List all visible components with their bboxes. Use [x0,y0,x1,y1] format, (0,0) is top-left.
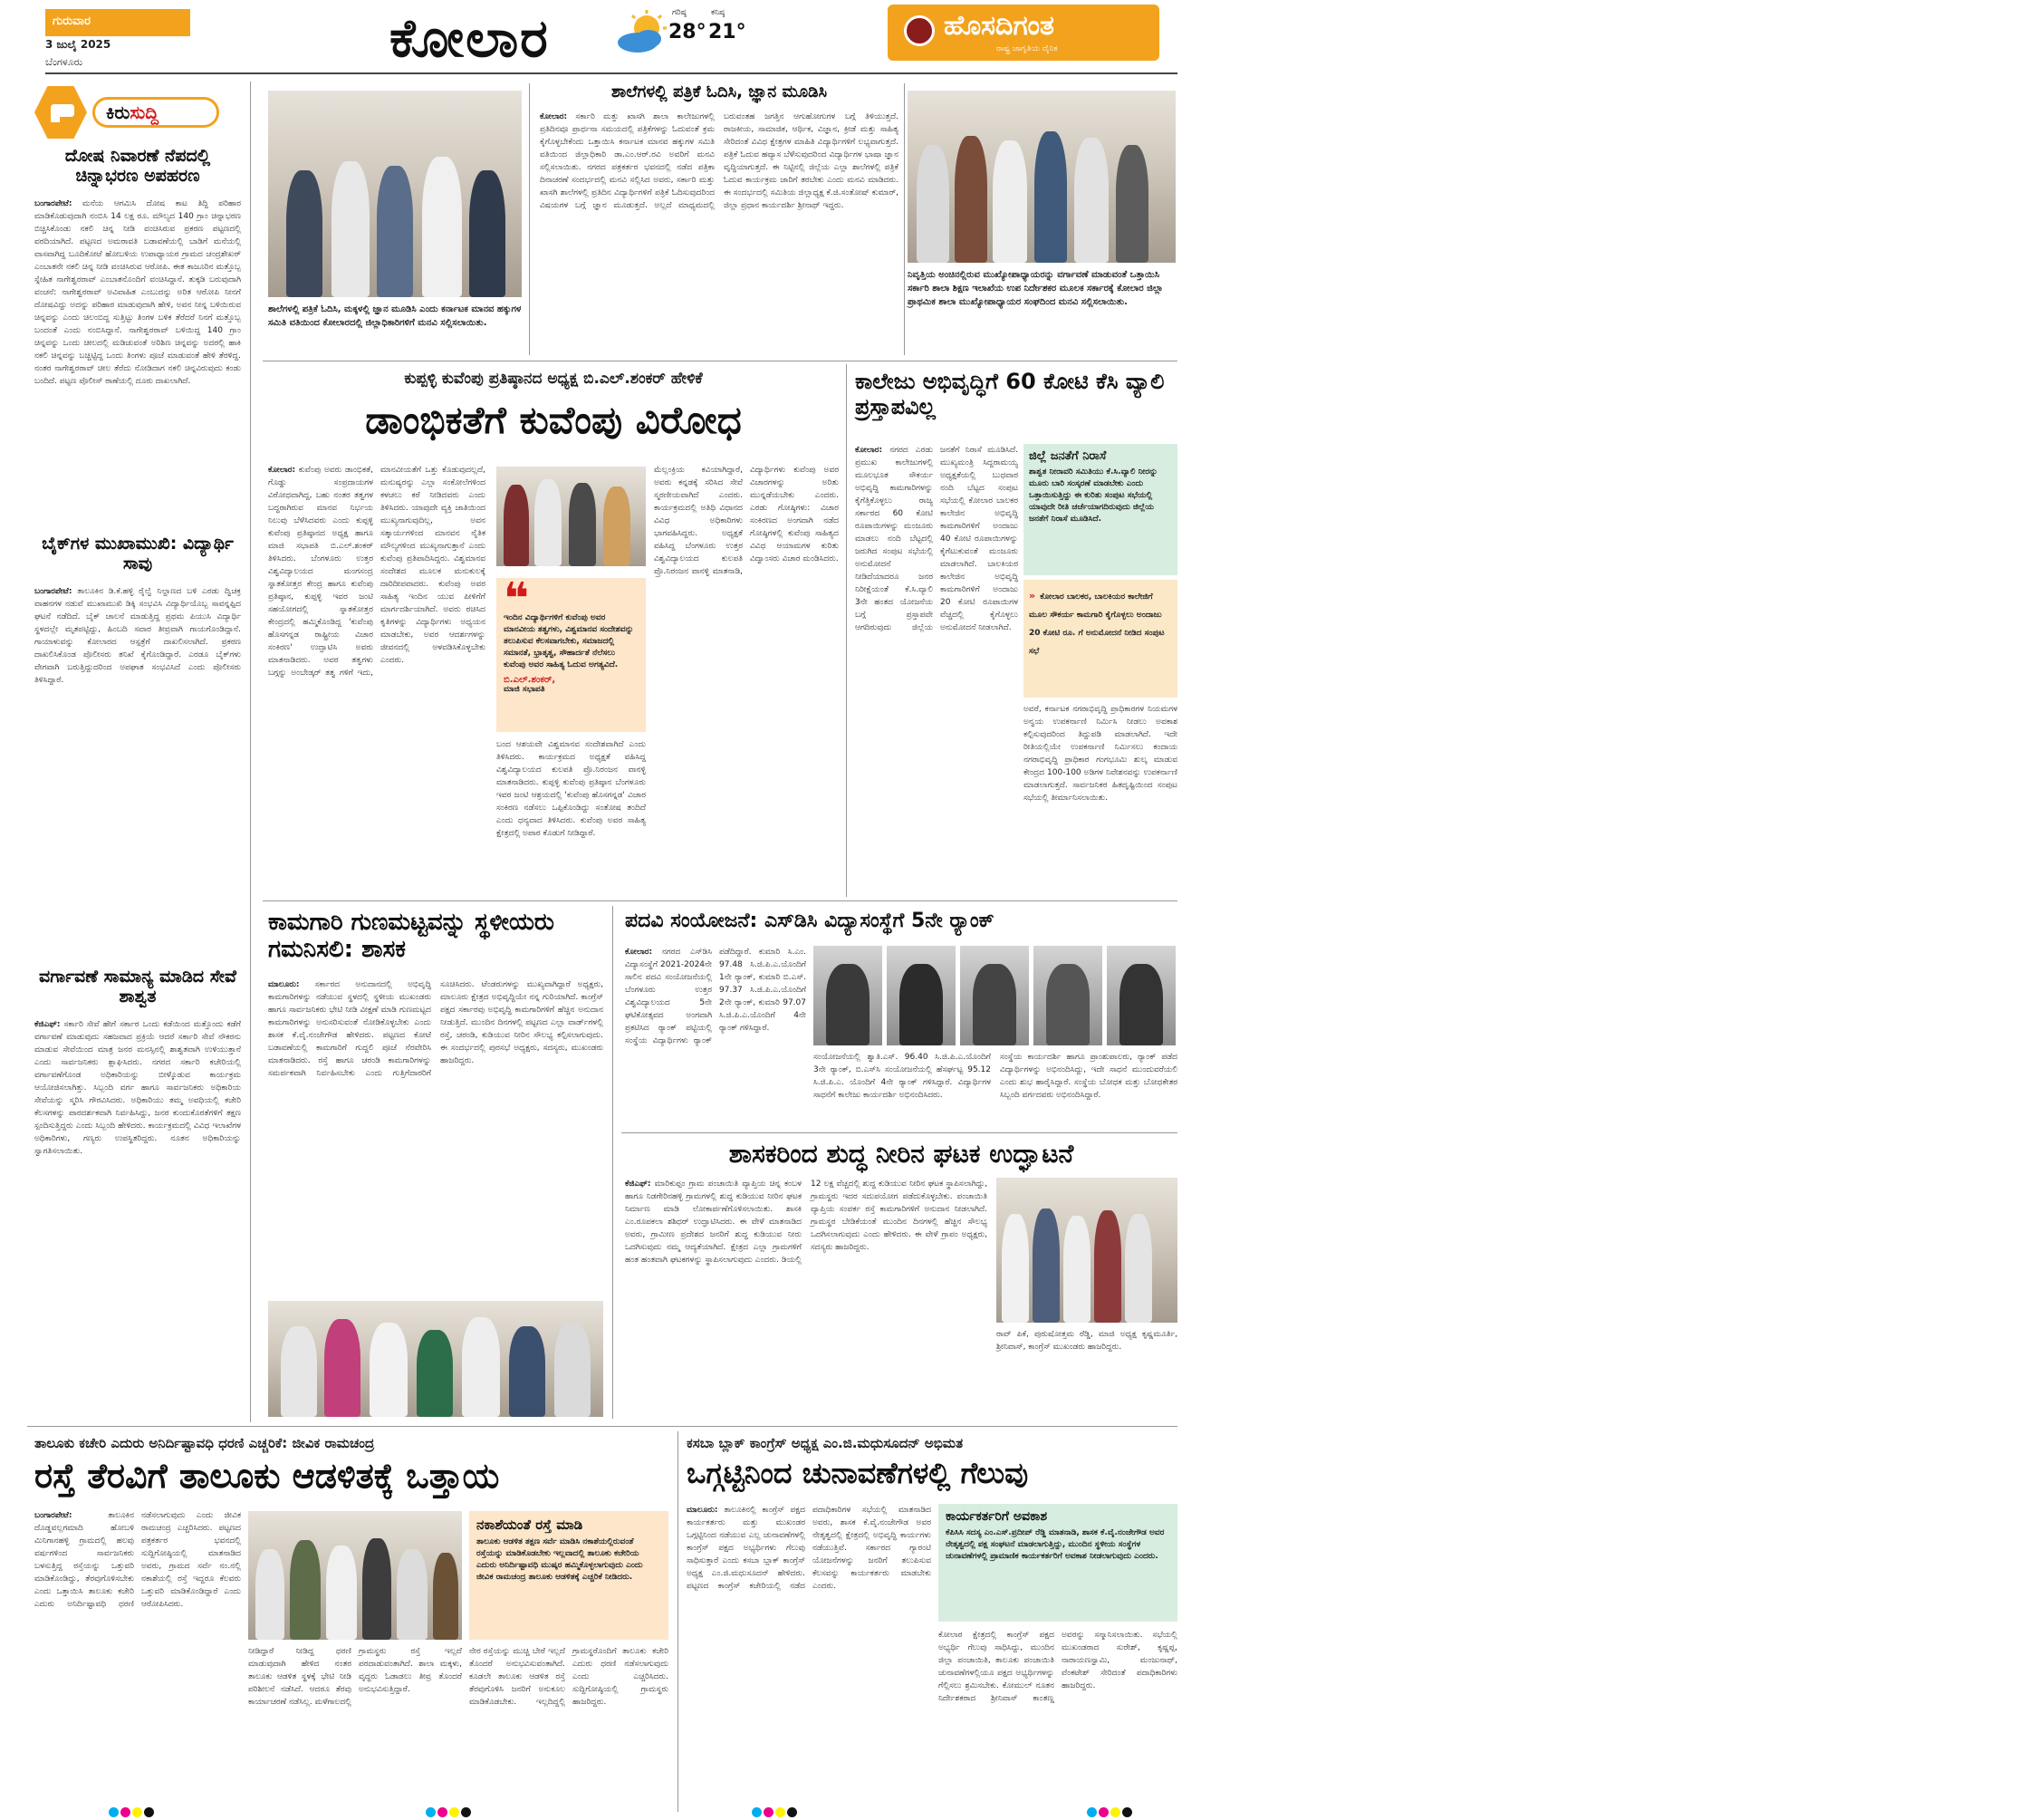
election-kicker: ಕಸಬಾ ಬ್ಲಾಕ್ ಕಾಂಗ್ರೆಸ್ ಅಧ್ಯಕ್ಷ ಎಂ.ಜಿ.ಮಧುಸೂದನ್ ಅಭಿಮತ [687,1435,964,1451]
road-press-photo [248,1511,462,1640]
masthead [888,5,2037,61]
kuvempu-body-left [268,464,485,894]
college-box-title: ಜಿಲ್ಲೆ ಜನತೆಗೆ ನಿರಾಸೆ [1029,449,1107,463]
brief-dateline: ಕೆಜಿಎಫ್: [34,1020,61,1029]
column-divider [529,83,530,355]
brief-text: ತಾಲೂಕಿನ ಡಿ.ಕೆ.ಹಳ್ಳಿ ರೈಲ್ವೆ ನಿಲ್ದಾಣದ ಬಳಿ ಎರಡು ದ್ವಿಚಕ್ರ ವಾಹನಗಳ ನಡುವೆ ಮುಖಾಮುಖಿ ಡಿಕ್ಕಿ ಸಂಭವಿಸಿ ವಿದ್ಯಾರ್ಥಿಯೊಬ್ಬ ಸಾವನ್ನಪ್ಪಿದ ಘಟನೆ ನಡೆದಿದೆ. ಬೈಕ್ ಚಾಲನೆ ಮಾಡುತ್ತಿದ್ದ ಪ್ರಥಮ ಪಿಯುಸಿ ವಿದ್ಯಾರ್ಥಿ ಸ್ಥಳದಲ್ಲೇ ಮೃತಪಟ್ಟಿದ್ದು, ಹಿಂಬದಿ ಸವಾರ ತೀವ್ರವಾಗಿ ಗಾಯಗೊಂಡಿದ್ದಾನೆ. ಗಾಯಾಳುವನ್ನು ಕೋಲಾರದ ಆಸ್ಪತ್ರೆಗೆ ದಾಖಲಿಸಲಾಗಿದೆ. ಪ್ರಕರಣ ದಾಖಲಿಸಿಕೊಂಡ ಪೊಲೀಸರು ತನಿಖೆ ಕೈಗೊಂಡಿದ್ದಾರೆ. ಎರಡೂ ಬೈಕ್‌ಗಳು ವೇಗವಾಗಿ ಬರುತ್ತಿದ್ದುದರಿಂದ ಅಪಘಾತ ಸಂಭವಿಸಿದೆ ಎಂದು ಪೊಲೀಸರು ತಿಳಿಸಿದ್ದಾರೆ. [34,587,241,685]
water-text-1: ಮಾರಿಕುಪ್ಪಂ ಗ್ರಾಮ ಪಂಚಾಯಿತಿ ವ್ಯಾಪ್ತಿಯ ಚಿನ್ನ ಕಂಬಳ ಹಾಗೂ ನಿಡಗೇರಿನಹಳ್ಳಿ ಗ್ರಾಮಗಳಲ್ಲಿ ಶುದ್ಧ ಕುಡಿಯುವ ನೀರಿನ ಘಟಕ ನಿರ್ಮಾಣ ಮಾಡಿ ಲೋಕಾರ್ಪಣೆಗೊಳಿಸಲಾಯಿತು. ಶಾಸಕಿ ಎಂ.ರೂಪಕಲಾ ಶಶಿಧರ್ ಉದ್ಘಾಟಿಸಿದರು. ಈ ವೇಳೆ ಮಾತನಾಡಿದ ಅವರು, ಗ್ರಾಮೀಣ ಪ್ರದೇಶದ ಜನರಿಗೆ ಶುದ್ಧ ಕುಡಿಯುವ ನೀರು ಒದಗಿಸುವುದು ನಮ್ಮ ಆದ್ಯತೆಯಾಗಿದೆ. ಕ್ಷೇತ್ರದ ಎಲ್ಲಾ ಗ್ರಾಮಗಳಿಗೆ ಹಂತ ಹಂತವಾಗಿ ಘಟಕಗಳನ್ನು ಸ್ಥಾಪಿಸಲಾಗುವುದು ಎಂದರು. [625,1180,802,1265]
election-box-text: ಕೆಪಿಸಿಸಿ ಸದಸ್ಯ ಎಂ.ಎಸ್.ಪ್ರದೀಪ್ ರೆಡ್ಡಿ ಮಾತನಾಡಿ, ಶಾಸಕ ಕೆ.ವೈ.ನಂಜೇಗೌಡ ಅವರ ನೇತೃತ್ವದಲ್ಲಿ ಪಕ್ಷ ಸಂಘಟನೆ ಮಾಡಲಾಗುತ್ತಿದ್ದು, ಮುಂದಿನ ಸ್ಥಳೀಯ ಸಂಸ್ಥೆಗಳ ಚುನಾವಣೆಗಳಲ್ಲಿ ಪ್ರಾಮಾಣಿಕ ಕಾರ್ಯಕರ್ತರಿಗೆ ಅವಕಾಶ ನೀಡಲಾಗುವುದು ಎಂದರು. [946,1528,1165,1561]
kuvempu-body-mid [496,738,646,894]
student-photo [1107,946,1176,1045]
brief-body [34,1018,241,1417]
weather-min-temp: 21° [708,21,746,43]
college-body-right [1023,703,1177,895]
brief-label-part2: ಸುದ್ದಿ [130,101,159,123]
page-number: ೦೩ [2011,24,2037,52]
rank-body-right [1000,1051,1177,1127]
brief-headline: ವರ್ಗಾವಣೆ ಸಾಮಾನ್ಯ ಮಾಡಿದ ಸೇವೆ ಶಾಶ್ವತ [39,967,236,1006]
road-body-left [34,1509,241,1808]
headmaster-petition-caption: ನಿವೃತ್ತಿಯ ಅಂಚಿನಲ್ಲಿರುವ ಮುಖ್ಯೋಪಾಧ್ಯಾಯರನ್ನು ವರ್ಗಾವಣೆ ಮಾಡುವಂತೆ ಒತ್ತಾಯಿಸಿ ಸರ್ಕಾರಿ ಶಾಲಾ ಶಿಕ್ಷಣ ಇಲಾಖೆಯ ಉಪ ನಿರ್ದೇಶಕರ ಮೂಲಕ ಸರ್ಕಾರಕ್ಕೆ ಕೋಲಾರ ಜಿಲ್ಲಾ ಪ್ರಾಥಮಿಕ ಶಾಲಾ ಮುಖ್ಯೋಪಾಧ್ಯಾಯರ ಸಂಘದಿಂದ ಮನವಿ ಸಲ್ಲಿಸಲಾಯಿತು. [908,270,1164,307]
weather-widget [616,5,746,63]
works-text-2: ಟೆಂಡರುಗಳನ್ನು ಮುಖ್ಯವಾಗಿದ್ದಾರೆ ಅಧ್ಯಕ್ಷರು, ಮಾಲೂರು ಕ್ಷೇತ್ರದ ಅಭಿವೃದ್ಧಿಯೇ ನನ್ನ ಗುರಿಯಾಗಿದೆ. ಕಾಂಗ್ರೆಸ್ ಪಕ್ಷದ ಸರ್ಕಾರವು ಅಭಿವೃದ್ಧಿ ಕಾಮಗಾರಿಗಳಿಗೆ ಹೆಚ್ಚಿನ ಅನುದಾನ ನೀಡುತ್ತಿದೆ. ಮುಂದಿನ ದಿನಗಳಲ್ಲಿ ಪಟ್ಟಣದ ಎಲ್ಲಾ ವಾರ್ಡ್‌ಗಳಲ್ಲಿ ರಸ್ತೆ, ಚರಂಡಿ, ಕುಡಿಯುವ ನೀರಿನ ಸೌಲಭ್ಯ ಕಲ್ಪಿಸಲಾಗುವುದು. ಈ ಸಂದರ್ಭದಲ್ಲಿ ಪುರಸಭೆ ಅಧ್ಯಕ್ಷರು, ಸದಸ್ಯರು, ಮುಖಂಡರು ಹಾಜರಿದ್ದರು. [440,980,603,1065]
newspaper-body [540,111,898,348]
water-dateline: ಕೆಜಿಎಫ್: [625,1180,651,1189]
newspaper-dateline: ಕೋಲಾರ: [540,112,568,121]
brief-item [34,968,241,1007]
brief-label-part1: ಕಿರು [106,101,130,123]
kuvempu-quote-text: ಇಂದಿನ ವಿದ್ಯಾರ್ಥಿಗಳಿಗೆ ಕುವೆಂಪು ಅವರ ಮಾನವೀಯ ತತ್ವಗಳು, ವಿಶ್ವಮಾನವ ಸಂದೇಶವನ್ನು ತಲುಪಿಸುವ ಕೆಲಸವಾಗಬೇಕು, ಸಮಾಜದಲ್ಲಿ ಸಮಾನತೆ, ಭ್ರಾತೃತ್ವ, ಸೌಹಾರ್ದತೆ ನೆಲೆಸಲು ಕುವೆಂಪು ಅವರ ಸಾಹಿತ್ಯ ಓದುವ ಅಗತ್ಯವಿದೆ. [504,613,634,669]
school-petition-caption: ಶಾಲೆಗಳಲ್ಲಿ ಪತ್ರಿಕೆ ಓದಿಸಿ, ಮಕ್ಕಳಲ್ಲಿ ಜ್ಞಾನ ಮೂಡಿಸಿ ಎಂದು ಕರ್ನಾಟಕ ಮಾನವ ಹಕ್ಕುಗಳ ಸಮಿತಿ ವತಿಯಿಂದ ಕೋಲಾರದಲ್ಲಿ ಜಿಲ್ಲಾಧಿಕಾರಿಗಳಿಗೆ ಮನವಿ ಸಲ್ಲಿಸಲಾಯಿತು. [268,304,522,328]
school-petition-photo [268,91,522,297]
kuvempu-quote-author: ಬಿ.ಎಲ್.ಶಂಕರ್, [504,675,556,685]
student-photo [960,946,1029,1045]
college-headline: ಕಾಲೇಜು ಅಭಿವೃದ್ಧಿಗೆ 60 ಕೋಟಿ ಕೆಸಿ ವ್ಯಾಲಿ ಪ್ರಸ್ತಾಪವಿಲ್ಲ [855,369,1165,419]
works-ceremony-photo [268,1301,603,1417]
water-plant-photo [996,1178,1177,1323]
election-text-2: ಕೋಲಾರ ಕ್ಷೇತ್ರದಲ್ಲಿ ಕಾಂಗ್ರೆಸ್ ಪಕ್ಷದ ಅಭ್ಯರ್ಥಿ ಗೆಲುವು ಸಾಧಿಸಿದ್ದು, ಮುಂದಿನ ಜಿಲ್ಲಾ ಪಂಚಾಯಿತಿ, ತಾಲೂಕು ಪಂಚಾಯಿತಿ ಚುನಾವಣೆಗಳಲ್ಲಿಯೂ ಪಕ್ಷದ ಅಭ್ಯರ್ಥಿಗಳನ್ನು ಗೆಲ್ಲಿಸಲು ಶ್ರಮಿಸಬೇಕು. ಕೋಮುಲ್ ನೂತನ ನಿರ್ದೇಶಕರಾದ ಶ್ರೀನಿವಾಸ್ ಕಾಂತಣ್ಣ ಅವರನ್ನು ಸನ್ಮಾನಿಸಲಾಯಿತು. ಸಭೆಯಲ್ಲಿ ಮುಖಂಡರಾದ ಸುರೇಶ್, ಕೃಷ್ಣಪ್ಪ, ನಾರಾಯಣಸ್ವಾಮಿ, ಮಂಜುನಾಥ್, ವೆಂಕಟೇಶ್ ಸೇರಿದಂತೆ ಪದಾಧಿಕಾರಿಗಳು ಹಾಜರಿದ್ದರು. [938,1631,1177,1703]
column-divider [846,364,847,897]
works-body [268,978,603,1294]
kuvempu-text-2: ಯಾವುದೇ ವ್ಯಕ್ತಿ ಜಾತಿಯಿಂದ ಮುಖ್ಯನಾಗುವುದಿಲ್ಲ, ಅವನ ಸತ್ಕಾರ್ಯಗಳಿಂದ ಮಾನವನ ನೈತಿಕ ಮೌಲ್ಯಗಳಿಂದ ಮುಖ್ಯನಾಗುತ್ತಾನೆ ಎಂದು ಕುವೆಂಪು ಪ್ರತಿಪಾದಿಸಿದ್ದರು. ವಿಶ್ವಮಾನವ ಸಂದೇಶದ ಮೂಲಕ ಮನುಕುಲಕ್ಕೆ ದಾರಿದೀಪವಾದರು. ಕುವೆಂಪು ಅವರ ಸಾಹಿತ್ಯ ಇಂದಿನ ಯುವ ಪೀಳಿಗೆಗೆ ಮಾರ್ಗದರ್ಶಿಯಾಗಿದೆ. ಅವರು ರಚಿಸಿದ ಕೃತಿಗಳನ್ನು ವಿದ್ಯಾರ್ಥಿಗಳು ಅಧ್ಯಯನ ಮಾಡಬೇಕು, ಅವರ ಆದರ್ಶಗಳನ್ನು ಜೀವನದಲ್ಲಿ ಅಳವಡಿಸಿಕೊಳ್ಳಬೇಕು ಎಂದರು. [380,504,485,665]
masthead-name: ಹೊಸದಿಗಂತ [944,10,1054,42]
student-photo [887,946,956,1045]
newspaper-headline: ಶಾಲೆಗಳಲ್ಲಿ ಪತ್ರಿಕೆ ಓದಿಸಿ, ಜ್ಞಾನ ಮೂಡಿಸಿ [610,82,828,101]
water-caption [996,1328,1177,1415]
student-photo [813,946,882,1045]
kuvempu-quote-box [496,573,646,732]
kuvempu-event-photo [496,467,646,566]
brief-label [92,97,219,128]
brief-body [34,585,241,957]
header-day: ಗುರುವಾರ [45,9,190,36]
student-photo [1033,946,1102,1045]
road-box-text: ತಾಲೂಕು ಆಡಳಿತ ತಕ್ಷಣ ಸರ್ವೆ ಮಾಡಿಸಿ ನಕಾಶೆಯಲ್ಲಿರುವಂತೆ ರಸ್ತೆಯನ್ನು ಮಾಡಿಕೊಡಬೇಕು ಇಲ್ಲವಾದಲ್ಲಿ ತಾಲೂಕು ಕಚೇರಿಯ ಎದುರು ಅನಿರ್ದಿಷ್ಟಾವಧಿ ಮುಷ್ಕರ ಹಮ್ಮಿಕೊಳ್ಳಲಾಗುವುದು ಎಂದು ಜೀವಿಕ ರಾಮಚಂದ್ರ ತಾಲೂಕು ಆಡಳಿತಕ್ಕೆ ಎಚ್ಚರಿಕೆ ನೀಡಿದರು. [476,1537,643,1582]
header-divider [45,72,1177,74]
election-body-left [687,1504,931,1808]
election-body-right [938,1629,1177,1808]
brief-item [34,534,241,574]
works-headline: ಕಾಮಗಾರಿ ಗುಣಮಟ್ಟವನ್ನು ಸ್ಥಳೀಯರು ಗಮನಿಸಲಿ: ಶಾಸಕ [268,909,554,963]
election-dateline: ಮಾಲೂರು: [687,1506,718,1515]
masthead-logo-icon [904,15,935,46]
rank-student-photos [813,946,1177,1045]
header-date: 3 ಜುಲೈ 2025 [45,38,111,51]
road-box-title: ನಕಾಶೆಯಂತೆ ರಸ್ತೆ ಮಾಡಿ [476,1517,583,1533]
kuvempu-kicker: ಕುಪ್ಪಳ್ಳಿ ಕುವೆಂಪು ಪ್ರತಿಷ್ಠಾನದ ಅಧ್ಯಕ್ಷ ಬಿ.ಎಲ್.ಶಂಕರ್ ಹೇಳಿಕೆ [404,370,703,388]
brief-text: ಸರ್ಕಾರಿ ಸೇವೆ ಹೇಗೆ ಸರ್ಕಾರ ಒಂದು ಕಡೆಯಿಂದ ಮತ್ತೊಂದು ಕಡೆಗೆ ವರ್ಗಾವಣೆ ಮಾಡುವುದು ಸಹಜವಾದ ಪ್ರಕ್ರಿಯೆ ಆದರೆ ಸರ್ಕಾರಿ ಸೇವೆ ನೌಕರನು ಮಾಡುವ ಸೇವೆಯಿಂದ ಮಾತ್ರ ಜನರ ಮನಸ್ಸಿನಲ್ಲಿ ಶಾಶ್ವತವಾಗಿ ಉಳಿಯುತ್ತಾನೆ ಎಂದು ಸಾರ್ವಜನಿಕರು ಶ್ಲಾಘಿಸಿದರು. ನಗರದ ಸರ್ಕಾರಿ ಕಚೇರಿಯಲ್ಲಿ ವರ್ಗಾವಣೆಗೊಂಡ ಅಧಿಕಾರಿಯನ್ನು ಬೀಳ್ಕೊಡುವ ಕಾರ್ಯಕ್ರಮ ಆಯೋಜಿಸಲಾಗಿತ್ತು. ಸಿಬ್ಬಂದಿ ವರ್ಗ ಹಾಗೂ ಸಾರ್ವಜನಿಕರು ಅಧಿಕಾರಿಯ ಸೇವೆಯನ್ನು ಸ್ಮರಿಸಿ ಗೌರವಿಸಿದರು. ಅಧಿಕಾರಿಯು ತಮ್ಮ ಅವಧಿಯಲ್ಲಿ ಕಚೇರಿ ಕೆಲಸಗಳನ್ನು ಪಾರದರ್ಶಕವಾಗಿ ನಿರ್ವಹಿಸಿದ್ದು, ಜನರ ಕುಂದುಕೊರತೆಗಳಿಗೆ ತಕ್ಷಣ ಸ್ಪಂದಿಸುತ್ತಿದ್ದರು ಎಂದು ಸಿಬ್ಬಂದಿ ಹೇಳಿದರು. ಕಾರ್ಯಕ್ರಮದಲ್ಲಿ ವಿವಿಧ ಇಲಾಖೆಗಳ ಅಧಿಕಾರಿಗಳು, ಗಣ್ಯರು ಉಪಸ್ಥಿತರಿದ್ದರು. ನೂತನ ಅಧಿಕಾರಿಯನ್ನು ಸ್ವಾಗತಿಸಲಾಯಿತು. [34,1020,241,1156]
newspaper-text: ಸರ್ಕಾರಿ ಮತ್ತು ಖಾಸಗಿ ಶಾಲಾ ಕಾಲೇಜುಗಳಲ್ಲಿ ಪ್ರತಿದಿನವೂ ಪ್ರಾರ್ಥನಾ ಸಮಯದಲ್ಲಿ ಪತ್ರಿಕೆಗಳನ್ನು ಓದುವಂತೆ ಕ್ರಮ ಕೈಗೊಳ್ಳಬೇಕೆಂದು ಒತ್ತಾಯಿಸಿ ಕರ್ನಾಟಕ ಮಾನವ ಹಕ್ಕುಗಳ ಸಮಿತಿ ವತಿಯಿಂದ ಜಿಲ್ಲಾಧಿಕಾರಿ ಡಾ.ಎಂ.ಆರ್.ರವಿ ಅವರಿಗೆ ಮನವಿ ಸಲ್ಲಿಸಲಾಯಿತು. ನಗರದ ಪತ್ರಕರ್ತರ ಭವನದಲ್ಲಿ ನಡೆದ ಪತ್ರಿಕಾ ದಿನಾಚರಣೆ ಸಂದರ್ಭದಲ್ಲಿ ಮನವಿ ಸಲ್ಲಿಸಿದ ಅವರು, ಸರ್ಕಾರಿ ಮತ್ತು ಖಾಸಗಿ ಶಾಲೆಗಳಲ್ಲಿ ಪ್ರತಿದಿನ ವಿದ್ಯಾರ್ಥಿಗಳಿಗೆ ಪತ್ರಿಕೆ ಓದಿಸುವುದರಿಂದ ವಿಷಯಗಳ ಬಗ್ಗೆ ಜ್ಞಾನ ಮೂಡುತ್ತದೆ. ಅಲ್ಲದೆ ಮಾಧ್ಯಮದಲ್ಲಿ ಬರುವಂತಹ ಜಗತ್ತಿನ ಆಗುಹೋಗುಗಳ ಬಗ್ಗೆ ತಿಳಿಯುತ್ತದೆ. ರಾಜಕೀಯ, ಸಾಮಾಜಿಕ, ಆರ್ಥಿಕ, ವಿಜ್ಞಾನ, ಕ್ರೀಡೆ ಮತ್ತು ಸಾಹಿತ್ಯ ಸೇರಿದಂತೆ ವಿವಿಧ ಕ್ಷೇತ್ರಗಳ ಮಾಹಿತಿ ವಿದ್ಯಾರ್ಥಿಗಳಿಗೆ ಲಭ್ಯವಾಗುತ್ತದೆ. ಪತ್ರಿಕೆ ಓದುವ ಹವ್ಯಾಸ ಬೆಳೆಸುವುದರಿಂದ ವಿದ್ಯಾರ್ಥಿಗಳ ಭಾಷಾ ಜ್ಞಾನ ವೃದ್ಧಿಯಾಗುತ್ತದೆ. ಈ ನಿಟ್ಟಿನಲ್ಲಿ ಜಿಲ್ಲೆಯ ಎಲ್ಲಾ ಶಾಲೆಗಳಲ್ಲಿ ಪತ್ರಿಕೆ ಓದುವ ಕಾರ್ಯಕ್ರಮ ಜಾರಿಗೆ ತರಬೇಕು ಎಂದು ಮನವಿ ಮಾಡಿದರು. ಈ ಸಂದರ್ಭದಲ್ಲಿ ಸಮಿತಿಯ ಜಿಲ್ಲಾಧ್ಯಕ್ಷ ಕೆ.ಜಿ.ಸಂತೋಷ್ ಕುಮಾರ್, ಜಿಲ್ಲಾ ಪ್ರಧಾನ ಕಾರ್ಯದರ್ಶಿ ಶ್ರೀನಾಥ್ ಇದ್ದರು. [540,112,898,210]
college-box-grant-text: ಕೋಲಾರ ಬಾಲಕರ, ಬಾಲಕಿಯರ ಕಾಲೇಜಿಗೆ ಮೂಲ ಸೌಕರ್ಯ ಕಾಮಗಾರಿ ಕೈಗೊಳ್ಳಲು ಅಂದಾಜು 20 ಕೋಟಿ ರೂ. ಗೆ ಅನುಮೋದನೆ ನೀಡಿದ ಸಂಪುಟ ಸಭೆ [1029,592,1165,656]
brief-badge [34,86,234,140]
rank-headline: ಪದವಿ ಸಂಯೋಜನೆ: ಎಸ್‌ಡಿಸಿ ವಿದ್ಯಾಸಂಸ್ಥೆಗೆ 5ನೇ ರ್‍ಯಾಂಕ್ [625,910,994,932]
road-text-2: ನೀಡಿದ್ದಾರೆ ನೀಡಿದ್ದ ಧರಣಿ ಮಾಡುವುದಾಗಿ ಹೇಳಿದ ನಂತರ ತಾಲೂಕು ಆಡಳಿತ ಸ್ಥಳಕ್ಕೆ ಭೇಟಿ ನೀಡಿ ಪರಿಶೀಲನೆ ನಡೆಸಿದೆ. ಆದರೂ ತೆರವು ಕಾರ್ಯಾಚರಣೆ ನಡೆಸಿಲ್ಲ. ಮಳೆಗಾಲದಲ್ಲಿ ಗ್ರಾಮಸ್ಥರು ರಸ್ತೆ ಇಲ್ಲದೆ ಪರದಾಡುವಂತಾಗಿದೆ. ಶಾಲಾ ಮಕ್ಕಳು, ವೃದ್ಧರು ಓಡಾಡಲು ತೀವ್ರ ತೊಂದರೆ ಅನುಭವಿಸುತ್ತಿದ್ದಾರೆ. [248,1647,462,1707]
rank-text-2: ಸಂಯೋಜನೆಯಲ್ಲಿ ಶ್ವಾತಿ.ಎಸ್. 96.40 ಸಿ.ಜಿ.ಪಿ.ಎ.ಯೊಂದಿಗೆ 3ನೇ ರ್‍ಯಾಂಕ್, ಬಿ.ಎಸ್‌ಸಿ ಸಂಯೋಜನೆಯಲ್ಲಿ ಹೆಸರ್ಘಟ್ಟ 95.12 ಸಿ.ಜಿ.ಪಿ.ಎ. ಯೊಂದಿಗೆ 4ನೇ ರ್‍ಯಾಂಕ್ ಗಳಿಸಿದ್ದಾರೆ. ವಿದ್ಯಾರ್ಥಿಗಳ ಸಾಧನೆಗೆ ಕಾಲೇಜು ಕಾರ್ಯದರ್ಶಿ ಅಭಿನಂದಿಸಿದರು. [813,1053,991,1100]
works-text-1: ಸರ್ಕಾರದ ಅನುದಾನದಲ್ಲಿ ಅಭಿವೃದ್ಧಿ ಕಾಮಗಾರಿಗಳನ್ನು ನಡೆಯುವ ಸ್ಥಳದಲ್ಲಿ ಸ್ಥಳೀಯ ಮುಖಂಡರು ಹಾಗೂ ಸಾರ್ವಜನಿಕರು ಭೇಟಿ ನೀಡಿ ವೀಕ್ಷಣೆ ಮಾಡಿ ಗುಣಮಟ್ಟದ ಕಾಮಗಾರಿಗಳನ್ನು ಅನುಸರಿಸುವಂತೆ ನೋಡಿಕೊಳ್ಳಬೇಕು ಎಂದು ಶಾಸಕ ಕೆ.ವೈ.ನಂಜೇಗೌಡ ಹೇಳಿದರು. ಪಟ್ಟಣದ ಕೋಟೆ ಬಡಾವಣೆಯಲ್ಲಿ ಕಾಮಗಾರಿಗೆ ಗುದ್ದಲಿ ಪೂಜೆ ನೆರವೇರಿಸಿ ಮಾತನಾಡಿದರು. ರಸ್ತೆ ಹಾಗೂ ಚರಂಡಿ ಕಾಮಗಾರಿಗಳನ್ನು ಸಮರ್ಪಕವಾಗಿ ನಿರ್ವಹಿಸಬೇಕು ಎಂದು ಗುತ್ತಿಗೆದಾರರಿಗೆ ಸೂಚಿಸಿದರು. [268,980,475,1078]
section-divider [263,900,1177,901]
college-box-text: ಶಾಶ್ವತ ನೀರಾವರಿ ಸಮಿತಿಯು ಕೆ.ಸಿ.ವ್ಯಾಲಿ ನೀರನ್ನು ಮೂರು ಬಾರಿ ಸಂಸ್ಕರಣೆ ಮಾಡಬೇಕು ಎಂದು ಒತ್ತಾಯಿಸುತ್ತಿದ್ದು ಈ ಕುರಿತು ಸಂಪುಟ ಸಭೆಯಲ್ಲಿ ಯಾವುದೇ ರೀತಿ ಚರ್ಚೆಯಾಗದಿರುವುದು ಜಿಲ್ಲೆಯ ಜನತೆಗೆ ನಿರಾಸೆ ಮೂಡಿಸಿದೆ. [1029,467,1158,524]
column-divider [904,83,905,355]
double-chevron-icon: » [1029,590,1036,602]
kuvempu-text-3: ಮೆಲ್ಲಂಕ್ರಿಯ ಕವಿಯಾಗಿದ್ದಾರೆ, ಅವರು ಕನ್ನಡಕ್ಕೆ ಸರಿಸಿದ ಸೇವೆ ಸ್ಮರಣೀಯವಾಗಿದೆ ಎಂದರು. ಕಾರ್ಯಕ್ರಮದಲ್ಲಿ ಅತಿಥಿ ವಿಧಾನದ ವಿವಿಧ ಅಧಿಕಾರಿಗಳು ಭಾಗವಹಿಸಿದ್ದರು. ಅಧ್ಯಕ್ಷತೆ ವಹಿಸಿದ್ದ ಬೆಂಗಳೂರು ಉತ್ತರ ವಿಶ್ವವಿದ್ಯಾಲಯದ ಕುಲಪತಿ ಪ್ರೊ.ನಿರಂಜನ ವಾನಳ್ಳಿ ಮಾತನಾಡಿ, ವಿದ್ಯಾರ್ಥಿಗಳು ಕುವೆಂಪು ಅವರ ವಿಚಾರಗಳನ್ನು ಅರಿತು ಮುನ್ನಡೆಯಬೇಕು ಎಂದರು. ಎರಡು ಗೋಷ್ಠಿಗಳು: ವಿಚಾರ ಸಂಕಿರಣದ ಅಂಗವಾಗಿ ನಡೆದ ಗೋಷ್ಠಿಗಳಲ್ಲಿ ಕುವೆಂಪು ಸಾಹಿತ್ಯದ ವಿವಿಧ ಆಯಾಮಗಳ ಕುರಿತು ವಿದ್ವಾಂಸರು ವಿಚಾರ ಮಂಡಿಸಿದರು. [654,466,839,576]
section-divider [621,1132,1177,1133]
road-box-map [469,1511,668,1640]
kuvempu-body-right [654,464,839,894]
weather-max-label: ಗರಿಷ್ಠ [672,8,687,17]
partly-cloudy-icon [616,10,670,55]
college-body-left [855,444,1018,897]
road-body-mid [248,1645,462,1808]
brief-dateline: ಬಂಗಾರಪೇಟೆ: [34,587,72,596]
brief-headline: ದೋಷ ನಿವಾರಣೆ ನೆಪದಲ್ಲಿ ಚಿನ್ನಾಭರಣ ಅಪಹರಣ [64,146,211,186]
rank-body-left [625,946,806,1127]
road-text-1: ತಾಲೂಕಿನ ದೊಡ್ಡವಲ್ಲಗಮಾದಿ ಹೋಬಳಿ ಮಿನಿಗಾನಹಳ್ಳಿ ಗ್ರಾಮದಲ್ಲಿ ಹಲವು ವರ್ಷಗಳಿಂದ ಸಾರ್ವಜನಿಕರು ಬಳಸುತ್ತಿದ್ದ ರಸ್ತೆಯನ್ನು ಒತ್ತುವರಿ ಮಾಡಿಕೊಂಡಿದ್ದು, ತೆರವುಗೊಳಿಸಬೇಕು ಎಂದು ಒತ್ತಾಯಿಸಿ ತಾಲೂಕು ಕಚೇರಿ ಎದುರು ಅನಿರ್ದಿಷ್ಟಾವಧಿ ಧರಣಿ ನಡೆಸಲಾಗುವುದು ಎಂದು ಜೀವಿಕ ರಾಮಚಂದ್ರ ಎಚ್ಚರಿಸಿದರು. ಪಟ್ಟಣದ ಪತ್ರಕರ್ತರ ಭವನದಲ್ಲಿ ಸುದ್ದಿಗೋಷ್ಠಿಯಲ್ಲಿ ಮಾತನಾಡಿದ ಅವರು, ಗ್ರಾಮದ ಸರ್ವೆ ನಂ.ನಲ್ಲಿ ನಕಾಶೆಯಲ್ಲಿ ರಸ್ತೆ ಇದ್ದರೂ ಕೆಲವರು ಒತ್ತುವರಿ ಮಾಡಿಕೊಂಡಿದ್ದಾರೆ ಎಂದು ಆರೋಪಿಸಿದರು. [34,1511,241,1609]
hand-pointer-icon [34,86,87,139]
column-divider [250,82,251,1422]
rank-text-1: ನಗರದ ಎಸ್‌ಡಿಸಿ ವಿದ್ಯಾಸಂಸ್ಥೆಗೆ 2021-2024ನೇ ಸಾಲಿನ ಪದವಿ ಸಂಯೋಜನೆಯಲ್ಲಿ ಬೆಂಗಳೂರು ಉತ್ತರ ವಿಶ್ವವಿದ್ಯಾಲಯದ 5ನೇ ಘಟಿಕೋತ್ಸವದ ಅಂಗವಾಗಿ ಪ್ರಕಟಿಸಿದ ರ್‍ಯಾಂಕ್ ಪಟ್ಟಿಯಲ್ಲಿ ಸಂಸ್ಥೆಯ ವಿದ್ಯಾರ್ಥಿಗಳು ರ್‍ಯಾಂಕ್ ಪಡೆದಿದ್ದಾರೆ. ಕುಮಾರಿ ಸಿ.ಎಂ. 97.48 ಸಿ.ಜಿ.ಪಿ.ಎ.ಯೊಂದಿಗೆ 1ನೇ ರ್‍ಯಾಂಕ್, ಕುಮಾರಿ ಬಿ.ಎಸ್. 97.37 ಸಿ.ಜಿ.ಪಿ.ಎ.ಯೊಂದಿಗೆ 2ನೇ ರ್‍ಯಾಂಕ್, ಕುಮಾರಿ 97.07 ಸಿ.ಜಿ.ಪಿ.ಎ.ಯೊಂದಿಗೆ 4ನೇ ರ್‍ಯಾಂಕ್ ಗಳಿಸಿದ್ದಾರೆ. [625,948,806,1045]
kuvempu-quote-role: ಮಾಜಿ ಸಭಾಪತಿ [504,685,545,694]
brief-item [34,147,241,187]
kuvempu-headline: ಡಾಂಭಿಕತೆಗೆ ಕುವೆಂಪು ವಿರೋಧ [365,398,742,442]
masthead-tagline: ರಾಷ್ಟ್ರ ಜಾಗೃತಿಯ ದೈನಿಕ [996,44,1058,53]
road-kicker: ತಾಲೂಕು ಕಚೇರಿ ಎದುರು ಅನಿರ್ದಿಷ್ಟಾವಧಿ ಧರಣಿ ಎಚ್ಚರಿಕೆ: ಜೀವಿಕ ರಾಮಚಂದ್ರ [34,1435,375,1451]
edition-title: ಕೋಲಾರ [389,7,550,69]
election-box [938,1504,1177,1622]
section-divider [27,1426,1177,1427]
kuvempu-text-4: ಬಂದ ಆಶಯವೇ ವಿಶ್ವಮಾನವ ಸಂದೇಶವಾಗಿದೆ ಎಂದು ತಿಳಿಸಿದರು. ಕಾರ್ಯಕ್ರಮದ ಅಧ್ಯಕ್ಷತೆ ವಹಿಸಿದ್ದ ವಿಶ್ವವಿದ್ಯಾಲಯದ ಕುಲಪತಿ ಪ್ರೊ.ನಿರಂಜನ ವಾನಳ್ಳಿ ಮಾತನಾಡಿದರು. ಕುಪ್ಪಳ್ಳಿ ಕುವೆಂಪು ಪ್ರತಿಷ್ಠಾನ ಬೆಂಗಳೂರು ಇವರ ಜಂಟಿ ಆಶ್ರಯದಲ್ಲಿ 'ಕುವೆಂಪು ಹೊಸಗನ್ನಡ' ವಿಚಾರ ಸಂಕಿರಣ ನಡೆಸಲು ಒಪ್ಪಿಕೊಂಡಿದ್ದು ಸಂತೋಷ ತಂದಿದೆ ಎಂದು ಧನ್ಯವಾದ ತಿಳಿಸಿದರು. ಕುವೆಂಪು ಅವರ ಸಾಹಿತ್ಯ ಕ್ಷೇತ್ರದಲ್ಲಿ ಅಪಾರ ಕೊಡುಗೆ ನೀಡಿದ್ದಾರೆ. [496,740,646,838]
water-text-2: ಡಿಯಲ್ಲಿ 12 ಲಕ್ಷ ವೆಚ್ಚದಲ್ಲಿ ಶುದ್ಧ ಕುಡಿಯುವ ನೀರಿನ ಘಟಕ ಸ್ಥಾಪಿಸಲಾಗಿದ್ದು, ಗ್ರಾಮಸ್ಥರು ಇದರ ಸದುಪಯೋಗ ಪಡೆದುಕೊಳ್ಳಬೇಕು. ಪಂಚಾಯಿತಿ ವ್ಯಾಪ್ತಿಯ ಸಂಪರ್ಕ ರಸ್ತೆ ಕಾಮಗಾರಿಗಳಿಗೆ ಅನುದಾನ ನೀಡಲಾಗಿದೆ. ಗ್ರಾಮಸ್ಥರ ಬೇಡಿಕೆಯಂತೆ ಮುಂದಿನ ದಿನಗಳಲ್ಲಿ ಹೆಚ್ಚಿನ ಸೌಲಭ್ಯ ಒದಗಿಸಲಾಗುವುದು ಎಂದು ಹೇಳಿದರು. ಈ ವೇಳೆ ಗ್ರಾಪಂ ಅಧ್ಯಕ್ಷರು, ಸದಸ್ಯರು ಹಾಜರಿದ್ದರು. [781,1180,987,1265]
election-box-title: ಕಾರ್ಯಕರ್ತರಿಗೆ ಅವಕಾಶ [946,1509,1047,1524]
water-headline: ಶಾಸಕರಿಂದ ಶುದ್ಧ ನೀರಿನ ಘಟಕ ಉದ್ಘಾಟನೆ [728,1139,1074,1169]
college-box-public [1023,444,1177,575]
road-dateline: ಬಂಗಾರಪೇಟೆ: [34,1511,72,1520]
column-divider [677,1431,678,1812]
works-dateline: ಮಾಲೂರು: [268,980,300,989]
college-dateline: ಕೋಲಾರ: [855,446,883,455]
kuvempu-dateline: ಕೋಲಾರ: [268,466,296,475]
road-body-right [469,1645,668,1808]
brief-text: ಮನೆಯ ಆಗಮಿಸಿ ದೋಷ ಕಾಟ ತಿದ್ದಿ ಪರಿಹಾರ ಮಾಡಿಕೊಡುವುದಾಗಿ ನಂಬಿಸಿ 14 ಲಕ್ಷ ರೂ. ಮೌಲ್ಯದ 140 ಗ್ರಾಂ ಚಿನ್ನಾಭರಣ ಬಿಚ್ಚಿಸಿಕೊಂಡು ನಕಲಿ ಚಿನ್ನ ನೀಡಿ ವಂಚಿಸಿರುವ ಪ್ರಕರಣ ಪಟ್ಟಣದಲ್ಲಿ ವರದಿಯಾಗಿದೆ. ಪಟ್ಟಣದ ಅಮರಾವತಿ ಬಡಾವಣೆಯಲ್ಲಿ ಬಾಡಿಗೆ ಮನೆಯಲ್ಲಿ ವಾಸವಾಗಿದ್ದ ಬೂದಿಕೋಟೆ ಹೋಬಳಿಯ ಉಪಾಧ್ಯಾಯರ ಗ್ರಾಮದ ಚಂದ್ರಶೇಖರ್ ಎಂಬಾತನೇ ನಕಲಿ ಚಿನ್ನ ನೀಡಿ ವಂಚಿಸಿರುವ ಆರೋಪಿ. ಈತ ಕಾಜೂರಿನ ಮತ್ತೊಬ್ಬ ಸ್ನೇಹಿತ ನಾಗೇಶ್ವರರಾವ್ ಎಂಬಾತನೊಂದಿಗೆ ವಂಚಿಸಿದ್ದಾನೆ. ತುಕ್ಕಡಿ ಬರುವುದಾಗಿ ವಂಚನೆ: ನಾಗೇಶ್ವರರಾವ್ ಅವಿವಾಹಿತ ಎಂಬುದನ್ನು ಅರಿತ ಆರೋಪಿ ನೀನಗೆ ದೋಷವಿದ್ದು ಅದನ್ನು ಪರಿಹಾರ ಮಾಡುವುದಾಗಿ ಹೇಳಿ, ಅವನ ನೀನ್ನ ಬಳಿಯಿರುವ ಚಿನ್ನವನ್ನು ಎಂದು ಚಿಲಂಬಿದ್ದ ಸುತ್ತಿಟ್ಟು ತಿಂಗಳ ಬಳಿಕ ತೆರೆದರೆ ನಿನಗೆ ಮತ್ತೊಬ್ಬ ಬಂದಂತೆ ಎಂದು ನಂಬಿಸಿದ್ದಾನೆ. ನಾಗೇಶ್ವರರಾವ್ ಬಳಿಯಿದ್ದ 140 ಗ್ರಾಂ ಚಿನ್ನವನ್ನು ಒಂದು ಚೀಲದಲ್ಲಿ ಮಡಿಚುವಂತೆ ಅರಿಶಿಣ ಚಿನ್ನವನ್ನು ಅದರಲ್ಲಿ ಹಾಕಿ ನಕಲಿ ಚಿನ್ನವನ್ನು ಬಚ್ಚಿಟ್ಟಿದ್ದ ಒಂದು ತಿಂಗಳು ಪೂಜೆ ಮಾಡುವಂತೆ ಹೇಳಿ ತೆರಳಿದ್ದ. ನಂತರ ನಾಗೇಶ್ವರರಾವ್ ಚೀಲ ತೆರೆದು ನೋಡಿದಾಗ ನಕಲಿ ಚಿನ್ನವಿರುವುದು ಕಂಡು ಬಂದಿದೆ. ಪಟ್ಟಣ ಪೊಲೀಸ್ ಠಾಣೆಯಲ್ಲಿ ದೂರು ದಾಖಲಾಗಿದೆ. [34,199,241,386]
election-headline: ಒಗ್ಗಟ್ಟಿನಿಂದ ಚುನಾವಣೆಗಳಲ್ಲಿ ಗೆಲುವು [687,1456,1029,1490]
college-text-1: ನಗರದ ಎರಡು ಪ್ರಮುಖ ಕಾಲೇಜುಗಳಲ್ಲಿ ಮೂಲಭೂತ ಸೌಕರ್ಯ ಅಭಿವೃದ್ಧಿ ಕಾಮಗಾರಿಗಳನ್ನು ಕೈಗೆತ್ತಿಕೊಳ್ಳಲು ರಾಜ್ಯ ಸರ್ಕಾರದ 60 ಕೋಟಿ ರೂಪಾಯಿಗಳನ್ನು ಮಂಜೂರು ಮಾಡಲು ನಂದಿ ಬೆಟ್ಟದಲ್ಲಿ ಜರುಗಿದ ಸಂಪುಟ ಸಭೆಯಲ್ಲಿ ಅನುಮೋದನೆ ನೀಡಿದೆಯಾದರೂ ಜನರ ನಿರೀಕ್ಷೆಯಂತೆ ಕೆ.ಸಿ.ವ್ಯಾಲಿ 3ನೇ ಹಂತದ ಯೋಜನೆಯ ಬಗ್ಗೆ ಪ್ರಸ್ತಾಪವೇ ಆಗದಿರುವುದು ಜಿಲ್ಲೆಯ ಜನತೆಗೆ ನಿರಾಸೆ ಮೂಡಿಸಿದೆ. ಮುಖ್ಯಮಂತ್ರಿ ಸಿದ್ದರಾಮಯ್ಯ ಅಧ್ಯಕ್ಷತೆಯಲ್ಲಿ ಬುಧವಾರ ನಂದಿ ಬೆಟ್ಟದ ಸಂಪುಟ ಸಭೆಯಲ್ಲಿ ಕೋಲಾರ ಬಾಲಕರ ಕಾಲೇಜಿನ ಅಭಿವೃದ್ಧಿ ಕಾಮಗಾರಿಗಳಿಗೆ ಅಂದಾಜು 40 ಕೋಟಿ ರೂಪಾಯಿಗಳನ್ನು ಕೈಗೆಟುಕುವಂತೆ ಮಂಜೂರು ಮಾಡಲಾಗಿದೆ. ಬಾಲಕಿಯರ ಕಾಲೇಜಿನ ಅಭಿವೃದ್ಧಿ ಕಾಮಗಾರಿಗಳಿಗೆ ಅಂದಾಜು 20 ಕೋಟಿ ರೂಪಾಯಿಗಳ ವೆಚ್ಚದಲ್ಲಿ ಕೈಗೊಳ್ಳಲು ಅನುಮೋದನೆ ನೀಡಲಾಗಿದೆ. [855,446,1018,632]
brief-headline: ಬೈಕ್‌ಗಳ ಮುಖಾಮುಖಿ: ವಿದ್ಯಾರ್ಥಿ ಸಾವು [42,534,234,573]
weather-max-temp: 28° [668,21,706,43]
water-body [625,1178,987,1415]
brief-body [34,197,241,524]
road-headline: ರಸ್ತೆ ತೆರವಿಗೆ ತಾಲೂಕು ಆಡಳಿತಕ್ಕೆ ಒತ್ತಾಯ [34,1456,500,1496]
road-text-3: ನೇರ ರಸ್ತೆಯನ್ನು ಮುಚ್ಚಿ ಬೇರೆ ಇಲ್ಲದೆ ತೊಂದರೆ ಅನುಭವಿಸುವಂತಾಗಿದೆ. ಕೂಡಲೇ ತಾಲೂಕು ಆಡಳಿತ ರಸ್ತೆ ತೆರವುಗೊಳಿಸಿ ಜನರಿಗೆ ಅನುಕೂಲ ಮಾಡಿಕೊಡಬೇಕು. ಇಲ್ಲದಿದ್ದಲ್ಲಿ ಗ್ರಾಮಸ್ಥರೊಂದಿಗೆ ತಾಲೂಕು ಕಚೇರಿ ಎದುರು ಧರಣಿ ನಡೆಸಲಾಗುವುದು ಎಂದು ಎಚ್ಚರಿಸಿದರು. ಸುದ್ದಿಗೋಷ್ಠಿಯಲ್ಲಿ ಗ್ರಾಮಸ್ಥರು ಹಾಜರಿದ್ದರು. [469,1647,668,1707]
college-text-2: ಅವರೆ, ಕರ್ನಾಟಕ ನಗರಾಭಿವೃದ್ಧಿ ಪ್ರಾಧಿಕಾರಗಳ ನಿಯಮಗಳ ಅನ್ವಯ ಉಪಕರ್ನಾಣಿ ನಿರ್ಮಿಸಿ ನೀಡಲು ಅವಕಾಶ ಕಲ್ಪಿಸುವುದರಿಂದ ತಿದ್ದುಪಡಿ ಮಾಡಲಾಗಿದೆ. ಇದೇ ರೀತಿಯಲ್ಲಿಯೇ ಉಪಕರ್ನಾಣಿ ನಿರ್ಮಿಸಲು ಕಂದಾಯ ನಗರಾಭಿವೃದ್ಧಿ ಪ್ರಾಧಿಕಾರ ಗಂಗಭೂಮಿ ಶುಲ್ಕ ಮಾಡುವ ಕೇಂದ್ರದ 100-100 ಅಡಿಗಳ ನಿವೇಶನವನ್ನು ಉಪಕರ್ನಾಣಿ ಮಾಡಲಾಗುತ್ತದೆ. ಸಾರ್ವಜನಿಕರ ಹಿತದೃಷ್ಟಿಯಿಂದ ಸಂಪುಟ ಸಭೆಯಲ್ಲಿ ತೀರ್ಮಾನಿಸಲಾಯಿತು. [1023,705,1177,803]
header-city: ಬೆಂಗಳೂರು [45,56,83,68]
rank-text-3: ಸಂಸ್ಥೆಯ ಕಾರ್ಯದರ್ಶಿ ಹಾಗೂ ಪ್ರಾಂಶುಪಾಲರು, ರ್‍ಯಾಂಕ್ ಪಡೆದ ವಿದ್ಯಾರ್ಥಿಗಳನ್ನು ಅಭಿನಂದಿಸಿದ್ದು, ಇದೇ ಸಾಧನೆ ಮುಂದುವರೆಯಲಿ ಎಂದು ಶುಭ ಹಾರೈಸಿದ್ದಾರೆ. ಸಂಸ್ಥೆಯ ಬೋಧಕ ಮತ್ತು ಬೋಧಕೇತರ ಸಿಬ್ಬಂದಿ ವರ್ಗದವರು ಅಭಿನಂದಿಸಿದ್ದಾರೆ. [1000,1053,1177,1100]
brief-dateline: ಬಂಗಾರಪೇಟೆ: [34,199,72,208]
column-divider [612,906,613,1419]
kuvempu-text-1: ಕುವೆಂಪು ಅವರು ಡಾಂಭಿಕತೆ, ಗೊಡ್ಡು ಸಂಪ್ರದಾಯಗಳ ವಿರೋಧವಾಗಿದ್ದ, ಬಹು ನಂತರ ತತ್ವಗಳ ಬದ್ಧರಾಗಿರುವ ಮಾನವ ನಿರ್ಭಯ ನಿಲುವು ಬೆಳೆಸಿದವರು ಎಂದು ಕುಪ್ಪಳ್ಳಿ ಕುವೆಂಪು ಪ್ರತಿಷ್ಠಾನದ ಅಧ್ಯಕ್ಷ ಹಾಗೂ ಮಾಜಿ ಸಭಾಪತಿ ಬಿ.ಎಲ್.ಶಂಕರ್ ತಿಳಿಸಿದರು. ಬೆಂಗಳೂರು ಉತ್ತರ ವಿಶ್ವವಿದ್ಯಾಲಯದ ಮಂಗಸಂದ್ರ ಸ್ನಾತಕೋತ್ತರ ಕೇಂದ್ರ ಹಾಗೂ ಕುವೆಂಪು ಪ್ರತಿಷ್ಠಾನ, ಕುಪ್ಪಳ್ಳಿ ಇವರ ಜಂಟಿ ಸಹಯೋಗದಲ್ಲಿ ಸ್ನಾತಕೋತ್ತರ ಕೇಂದ್ರದಲ್ಲಿ ಹಮ್ಮಿಕೊಂಡಿದ್ದ 'ಕುವೆಂಪು ಹೊಸಗನ್ನಡ ರಾಷ್ಟ್ರೀಯ ವಿಚಾರ ಸಂಕಿರಣ' ಉದ್ಘಾಟಿಸಿ ಅವರು ಮಾತನಾಡಿದರು. ಅವರ ತತ್ವಗಳು ಬಗ್ಗನ್ನು ಅಂಬೇಡ್ಕರ್ ತತ್ವ ಗಳಿಗೆ ಇದು, ಮಾನವೀಯತೆಗೆ ಒತ್ತು ಕೊಡುವುದಲ್ಲದೆ, ಮನುಷ್ಯರನ್ನು ಎಲ್ಲಾ ಸಂಕೋಲೆಗಳಿಂದ ಕಳಚಲು ಕರೆ ನೀಡಿದವರು ಎಂದು ತಿಳಿಸಿದರು. [268,466,485,678]
rank-body-mid [813,1051,991,1127]
headmaster-petition-photo [908,91,1176,263]
rank-dateline: ಕೋಲಾರ: [625,948,653,957]
quote-mark-icon: ❝ [504,573,530,624]
weather-min-label: ಕನಿಷ್ಠ [711,8,725,17]
college-box-grant [1023,580,1177,698]
election-text-1: ತಾಲೂಕಿನಲ್ಲಿ ಕಾಂಗ್ರೆಸ್ ಪಕ್ಷದ ಕಾರ್ಯಕರ್ತರು ಮತ್ತು ಮುಖಂಡರ ಒಗ್ಗಟ್ಟಿನಿಂದ ನಡೆಯುವ ಎಲ್ಲ ಚುನಾವಣೆಗಳಲ್ಲಿ ಕಾಂಗ್ರೆಸ್ ಪಕ್ಷದ ಅಭ್ಯರ್ಥಿಗಳು ಗೆಲುವು ಸಾಧಿಸುತ್ತಾರೆ ಎಂದು ಕಸಬಾ ಬ್ಲಾಕ್ ಕಾಂಗ್ರೆಸ್ ಅಧ್ಯಕ್ಷ ಎಂ.ಜಿ.ಮಧುಸೂದನ್ ಹೇಳಿದರು. ಪಟ್ಟಣದ ಕಾಂಗ್ರೆಸ್ ಕಚೇರಿಯಲ್ಲಿ ನಡೆದ ಪದಾಧಿಕಾರಿಗಳ ಸಭೆಯಲ್ಲಿ ಮಾತನಾಡಿದ ಅವರು, ಶಾಸಕ ಕೆ.ವೈ.ನಂಜೇಗೌಡ ಅವರ ನೇತೃತ್ವದಲ್ಲಿ ಕ್ಷೇತ್ರದಲ್ಲಿ ಅಭಿವೃದ್ಧಿ ಕಾರ್ಯಗಳು ನಡೆಯುತ್ತಿವೆ. ಸರ್ಕಾರದ ಗ್ಯಾರಂಟಿ ಯೋಜನೆಗಳನ್ನು ಜನರಿಗೆ ತಲುಪಿಸುವ ಕೆಲಸವನ್ನು ಕಾರ್ಯಕರ್ತರು ಮಾಡಬೇಕು ಎಂದರು. [687,1506,931,1591]
water-caption-text: ರಾವ್ ಪಿಕೆ, ಪುರುಷೋತ್ತಮ ರೆಡ್ಡಿ, ಮಾಜಿ ಅಧ್ಯಕ್ಷ ಕೃಷ್ಣಮೂರ್ತಿ, ಶ್ರೀನಿವಾಸ್, ಕಾಂಗ್ರೆಸ್ ಮುಖಂಡರು ಹಾಜರಿದ್ದರು. [996,1330,1177,1352]
